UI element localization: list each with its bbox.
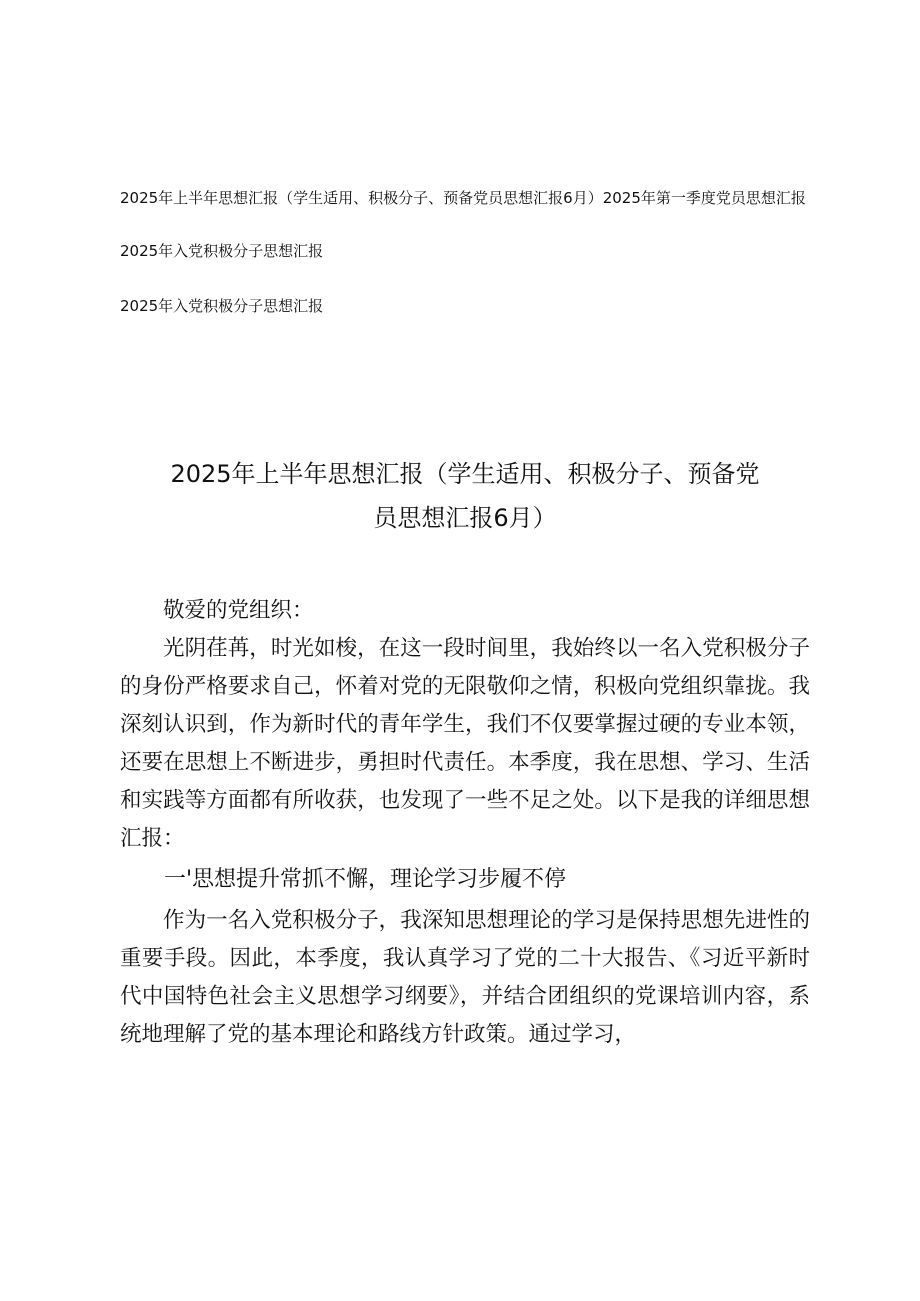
toc-item[interactable]: 2025年入党积极分子思想汇报 xyxy=(120,297,324,315)
document-body xyxy=(120,592,810,1054)
title-line-1: 2025年上半年思想汇报（学生适用、积极分子、预备党 xyxy=(170,460,760,488)
title-line-2: 员思想汇报6月） xyxy=(373,504,557,532)
paragraph: 作为一名入党积极分子，我深知思想理论的学习是保持思想先进性的重要手段。因此，本季度，我认真学习了党的二十大报告、《习近平新时代中国特色社会主义思想学习纲要》，并结合团组织的党课培训内容，系统地理解了党的基本理论和路线方针政策。通过学习， xyxy=(120,908,810,1047)
salutation: 敬爱的党组织： xyxy=(163,598,314,623)
toc-item[interactable]: 2025年入党积极分子思想汇报 xyxy=(120,242,324,260)
document-title xyxy=(120,452,810,540)
table-of-contents xyxy=(120,186,810,318)
toc-item[interactable]: 2025年上半年思想汇报（学生适用、积极分子、预备党员思想汇报6月）2025年第一季度党员思想汇报 xyxy=(120,189,806,207)
section-heading: 一'思想提升常抓不懈，理论学习步履不停 xyxy=(164,867,567,892)
paragraph: 光阴荏苒，时光如梭，在这一段时间里，我始终以一名入党积极分子的身份严格要求自己，怀着对党的无限敬仰之情，积极向党组织靠拢。我深刻认识到，作为新时代的青年学生，我们不仅要掌握过硬的专业本领，还要在思想上不断进步，勇担时代责任。本季度，我在思想、学习、生活和实践等方面都有所收获，也发现了一些不足之处。以下是我的详细思想汇报： xyxy=(120,636,810,851)
